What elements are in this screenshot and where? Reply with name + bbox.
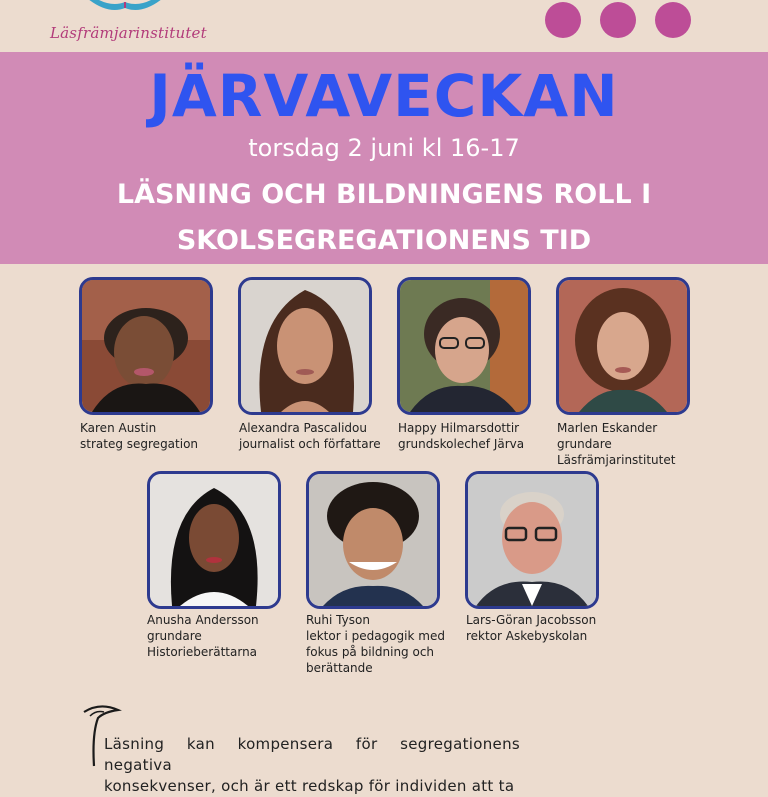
- event-subtitle: [0, 172, 768, 264]
- speaker-role: Läsfrämjarinstitutet: [557, 453, 676, 467]
- event-title: JÄRVAVECKAN: [149, 62, 619, 130]
- speaker-photo-alexandra-pascalidou: [238, 277, 372, 415]
- speaker-name: Anusha Andersson: [147, 613, 259, 627]
- speaker-role: Historieberättarna: [147, 645, 258, 659]
- speaker-role: berättande: [306, 661, 373, 675]
- decor-dot-3: [655, 2, 691, 38]
- speaker-caption-anusha-andersson: [147, 612, 259, 660]
- speaker-name: Karen Austin: [80, 421, 157, 435]
- quote-line-2: konsekvenser, och är ett redskap för individen att ta: [104, 777, 515, 795]
- book-logo-icon: [70, 0, 180, 12]
- speaker-photo-lars-goran-jacobsson: [465, 471, 599, 609]
- event-banner: [0, 52, 768, 264]
- speaker-caption-alexandra-pascalidou: [239, 420, 381, 452]
- quote-text: [104, 734, 520, 797]
- speaker-role: journalist och författare: [239, 437, 381, 451]
- speaker-caption-ruhi-tyson: [306, 612, 445, 676]
- quote-line-1: Läsning kan kompensera för segregationens negativa: [104, 735, 520, 774]
- event-date: torsdag 2 juni kl 16-17: [248, 134, 520, 162]
- speaker-role: rektor Askebyskolan: [466, 629, 588, 643]
- speaker-caption-happy-hilmarsdottir: [398, 420, 524, 452]
- speaker-role: fokus på bildning och: [306, 645, 435, 659]
- decor-dot-1: [545, 2, 581, 38]
- speaker-photo-anusha-andersson: [147, 471, 281, 609]
- speaker-name: Happy Hilmarsdottir: [398, 421, 520, 435]
- event-subtitle-line-1: LÄSNING OCH BILDNINGENS ROLL I: [116, 179, 652, 210]
- decor-dot-2: [600, 2, 636, 38]
- speaker-name: Alexandra Pascalidou: [239, 421, 367, 435]
- speaker-photo-happy-hilmarsdottir: [397, 277, 531, 415]
- speaker-name: Ruhi Tyson: [306, 613, 370, 627]
- speaker-caption-marlen-eskander: [557, 420, 675, 468]
- speaker-caption-lars-goran-jacobsson: [466, 612, 596, 644]
- speaker-role: grundare: [147, 629, 202, 643]
- speaker-name: Marlen Eskander: [557, 421, 658, 435]
- speaker-photo-marlen-eskander: [556, 277, 690, 415]
- speaker-role: strateg segregation: [80, 437, 199, 451]
- brand-logo-text: Läsfrämjarinstitutet: [50, 24, 207, 42]
- speaker-role: lektor i pedagogik med: [306, 629, 445, 643]
- speaker-name: Lars-Göran Jacobsson: [466, 613, 597, 627]
- event-subtitle-line-2: SKOLSEGREGATIONENS TID: [176, 225, 592, 256]
- speaker-caption-karen-austin: [80, 420, 198, 452]
- speaker-photo-ruhi-tyson: [306, 471, 440, 609]
- speaker-role: grundskolechef Järva: [398, 437, 525, 451]
- speaker-photo-karen-austin: [79, 277, 213, 415]
- speaker-role: grundare: [557, 437, 612, 451]
